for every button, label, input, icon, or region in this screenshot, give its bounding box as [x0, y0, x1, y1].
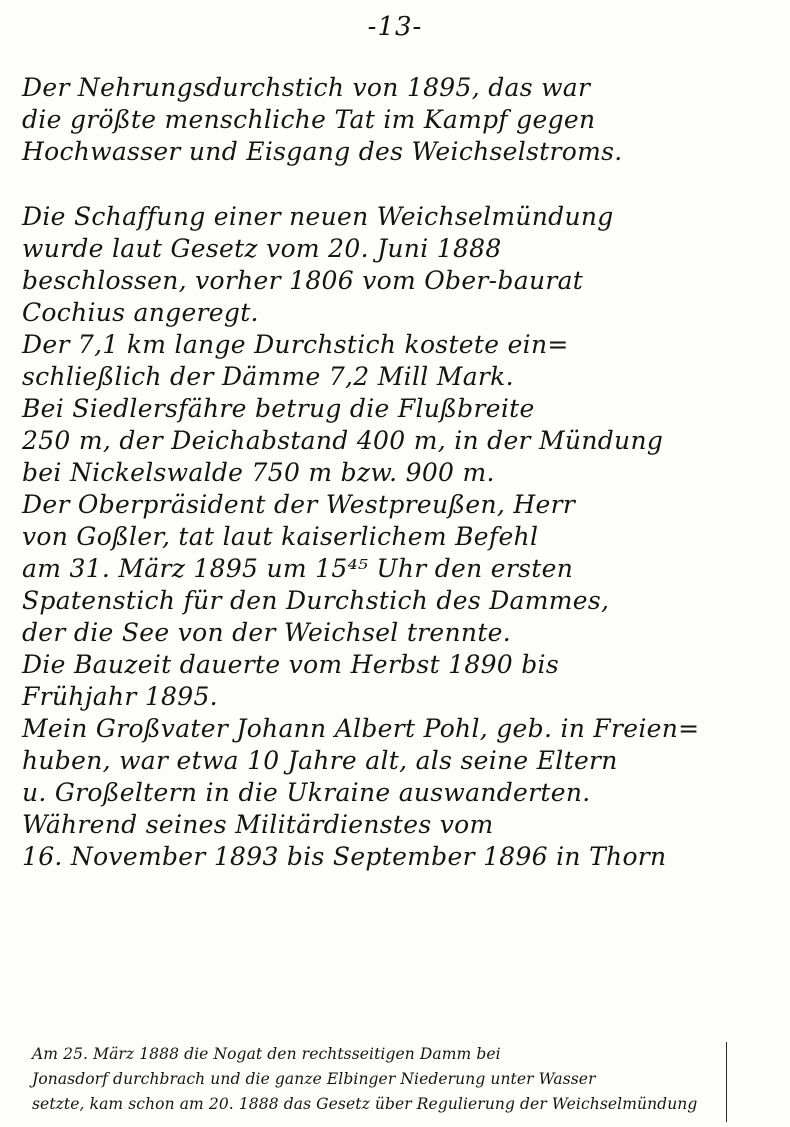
text-line: huben, war etwa 10 Jahre alt, als seine Eltern — [22, 746, 618, 775]
footnote-line: setzte, kam schon am 20. 1888 das Gesetz über Regulierung der Weichselmündung — [32, 1095, 698, 1113]
text-line: schließlich der Dämme 7,2 Mill Mark. — [22, 362, 514, 391]
page-number: -13- — [367, 12, 423, 42]
text-line: Cochius angeregt. — [22, 298, 259, 327]
paragraph-gap — [22, 168, 752, 201]
text-line: Spatenstich für den Durchstich des Dammes, — [22, 586, 610, 615]
text-line: bei Nickelswalde 750 m bzw. 900 m. — [22, 458, 495, 487]
text-line: u. Großeltern in die Ukraine auswanderten. — [22, 778, 591, 807]
text-line: wurde laut Gesetz vom 20. Juni 1888 — [22, 234, 502, 263]
text-line: der die See von der Weichsel trennte. — [22, 618, 512, 647]
footnote — [32, 1042, 727, 1122]
footnote-line: Jonasdorf durchbrach und die ganze Elbinger Niederung unter Wasser — [32, 1070, 596, 1088]
text-line: Die Bauzeit dauerte vom Herbst 1890 bis — [22, 650, 559, 679]
text-line: die größte menschliche Tat im Kampf gegen — [22, 105, 596, 134]
text-line: Der 7,1 km lange Durchstich kostete ein= — [22, 330, 569, 359]
text-line: Während seines Militärdienstes vom — [22, 810, 494, 839]
footnote-line: Am 25. März 1888 die Nogat den rechtsseitigen Damm bei — [32, 1045, 501, 1063]
text-line: 250 m, der Deichabstand 400 m, in der Mündung — [22, 426, 664, 455]
body-text — [22, 72, 752, 873]
text-line: beschlossen, vorher 1806 vom Ober-baurat — [22, 266, 584, 295]
text-line: 16. November 1893 bis September 1896 in Thorn — [22, 842, 667, 871]
text-line: am 31. März 1895 um 15⁴⁵ Uhr den ersten — [22, 554, 574, 583]
text-line: Die Schaffung einer neuen Weichselmündung — [22, 202, 614, 231]
text-line: Der Oberpräsident der Westpreußen, Herr — [22, 490, 576, 519]
text-line: Mein Großvater Johann Albert Pohl, geb. in Freien= — [22, 714, 700, 743]
text-line: Der Nehrungsdurchstich von 1895, das war — [22, 73, 591, 102]
text-line: von Goßler, tat laut kaiserlichem Befehl — [22, 522, 539, 551]
text-line: Bei Siedlersfähre betrug die Flußbreite — [22, 394, 535, 423]
text-line: Hochwasser und Eisgang des Weichselstroms. — [22, 137, 623, 166]
text-line: Frühjahr 1895. — [22, 682, 218, 711]
